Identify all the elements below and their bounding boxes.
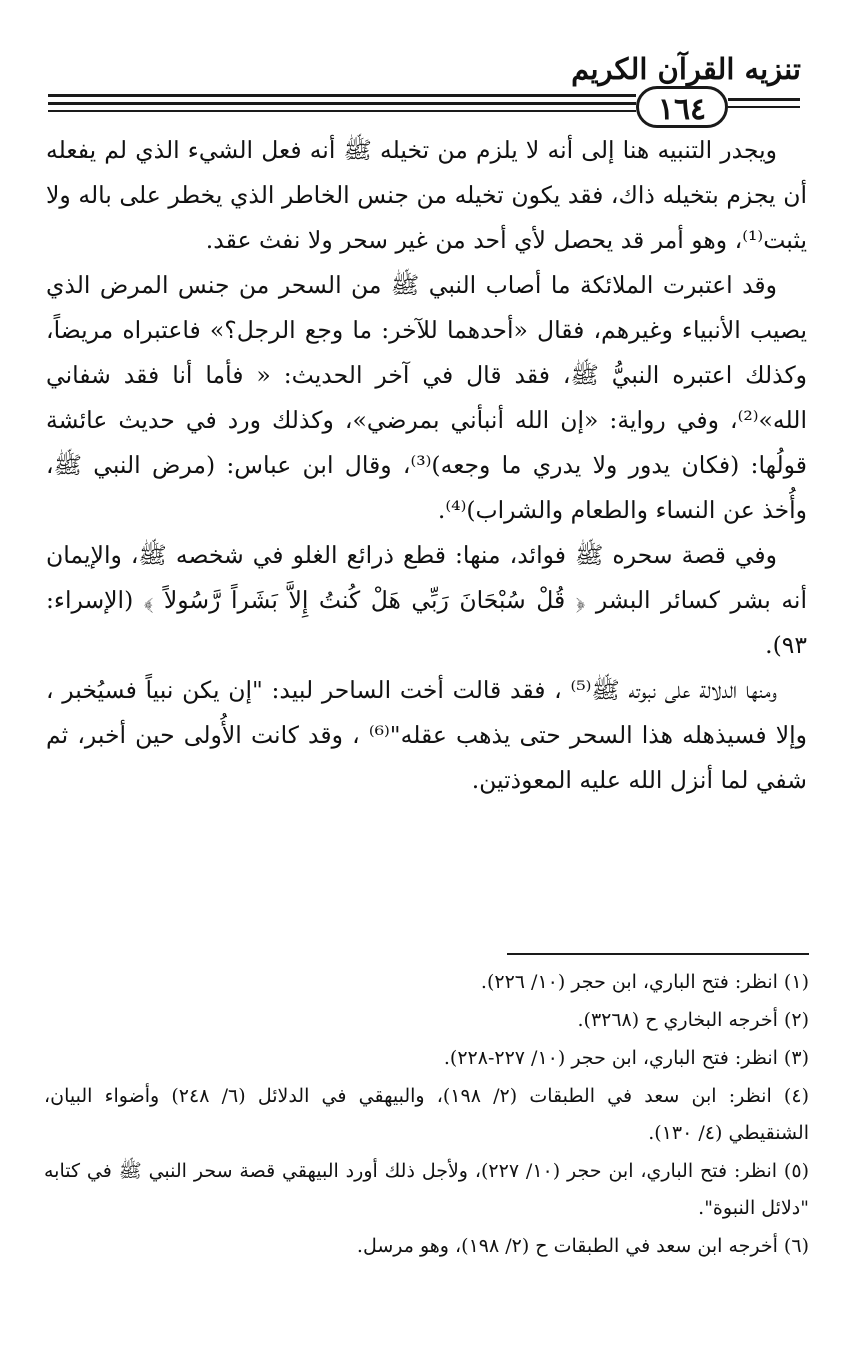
paragraph: ويجدر التنبيه هنا إلى أنه لا يلزم من تخيله ﷺ أنه فعل الشيء الذي لم يفعله أن يجزم بتخيله ذاك، فقد يكون تخيله من جنس الخاطر الذي يخطر على باله ولا يثبت⁽¹⁾، وهو أمر قد يحصل لأي أحد من غير سحر ولا نفث عقد. bbox=[46, 136, 807, 254]
page-number: ١٦٤ bbox=[636, 86, 728, 128]
footnote: (٥) انظر: فتح الباري، ابن حجر (١٠/ ٢٢٧)، ولأجل ذلك أورد البيهقي قصة سحر النبي ﷺ في كتابه "دلائل النبوة". bbox=[44, 1160, 809, 1219]
running-header-title: تنزيه القرآن الكريم bbox=[571, 52, 801, 86]
footnote: (٣) انظر: فتح الباري، ابن حجر (١٠/ ٢٢٧-٢٢٨). bbox=[443, 1047, 809, 1069]
footnote: (١) انظر: فتح الباري، ابن حجر (١٠/ ٢٢٦). bbox=[480, 971, 809, 993]
footnote: (٦) أخرجه ابن سعد في الطبقات ح (٢/ ١٩٨)، وهو مرسل. bbox=[356, 1235, 809, 1257]
footnote-divider bbox=[507, 953, 809, 955]
paragraph: وفي قصة سحره ﷺ فوائد، منها: قطع ذرائع الغلو في شخصه ﷺ، والإيمان أنه بشر كسائر البشر ﴿ قُلْ سُبْحَانَ رَبِّي هَلْ كُنتُ إِلاَّ بَشَراً رَّسُولاً ﴾ (الإسراء: ٩٣). bbox=[46, 541, 807, 659]
header-rule-right-bottom bbox=[728, 106, 800, 108]
footnote: (٤) انظر: ابن سعد في الطبقات (٢/ ١٩٨)، والبيهقي في الدلائل (٦/ ٢٤٨) وأضواء البيان، الشنقيطي (٤/ ١٣٠). bbox=[44, 1085, 809, 1144]
paragraph: وقد اعتبرت الملائكة ما أصاب النبي ﷺ من السحر من جنس المرض الذي يصيب الأنبياء وغيرهم، فقال «أحدهما للآخر: ما وجع الرجل؟» فاعتبراه مريضاً، وكذلك اعتبره النبيُّ ﷺ، فقد قال في آخر الحديث: « فأما أنا فقد شفاني الله»⁽²⁾، وفي رواية: «إن الله أنبأني بمرضي»، وكذلك ورد في حديث عائشة قولُها: (فكان يدور ولا يدري ما وجعه)⁽³⁾، وقال ابن عباس: (مرض النبي ﷺ، وأُخذ عن النساء والطعام والشراب)⁽⁴⁾. bbox=[46, 271, 807, 524]
header-rule-middle bbox=[48, 102, 636, 105]
header-rule-bottom bbox=[48, 110, 636, 112]
footnote: (٢) أخرجه البخاري ح (٣٢٦٨). bbox=[577, 1009, 809, 1031]
main-text bbox=[46, 128, 807, 803]
header-rule-right-top bbox=[728, 98, 800, 101]
paragraph: ومنها الدلالة على نبوته ﷺ⁽⁵⁾ ، فقد قالت أخت الساحر لبيد: "إن يكن نبياً فسيُخبر ، وإلا فسيذهله هذا السحر حتى يذهب عقله"⁽⁶⁾ ، وقد كانت الأُولى حين أخبر، ثم شفي لما أنزل الله عليه المعوذتين. bbox=[46, 676, 807, 794]
footnotes bbox=[44, 964, 809, 1265]
header-rule-top bbox=[48, 94, 636, 97]
